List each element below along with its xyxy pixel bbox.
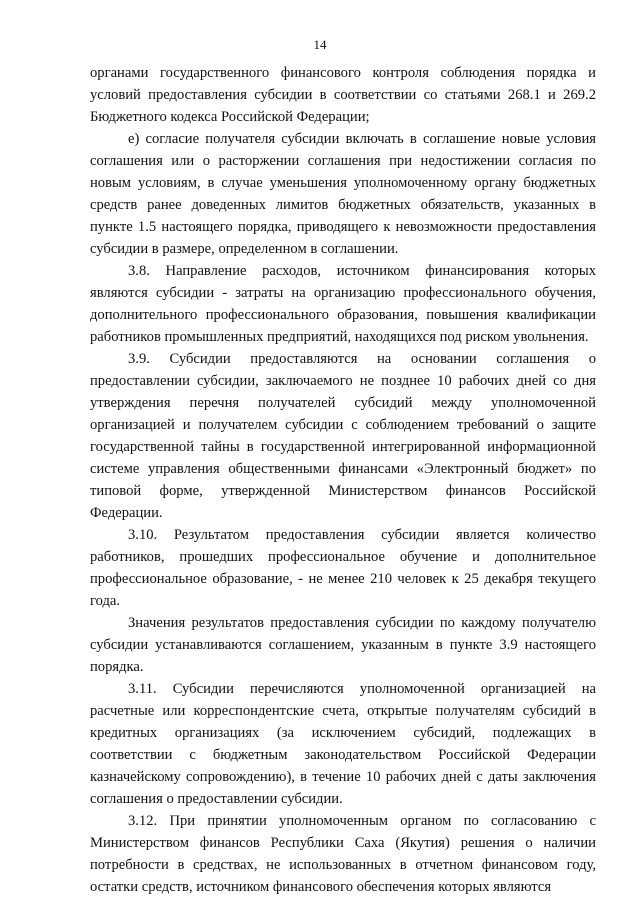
- document-body: [90, 62, 596, 898]
- paragraph-3-8: 3.8. Направление расходов, источником финансирования которых являются субсидии - затраты на организацию профессионального обучения, дополнительного профессионального образования, повышения квалификации работников промышленных предприятий, находящихся под риском увольнения.: [90, 263, 596, 345]
- paragraph-3-10: 3.10. Результатом предоставления субсидии является количество работников, прошедших профессиональное обучение и дополнительное профессиональное образование, - не менее 210 человек к 25 декабря текущего года.: [90, 527, 596, 609]
- paragraph-3-9: 3.9. Субсидии предоставляются на основании соглашения о предоставлении субсидии, заключаемого не позднее 10 рабочих дней со дня утверждения перечня получателей субсидий между уполномоченной организацией и получателем субсидии с соблюдением требований о защите государственной тайны в государственной интегрированной информационной системе управления общественными финансами «Электронный бюджет» по типовой форме, утвержденной Министерством финансов Российской Федерации.: [90, 351, 596, 521]
- paragraph-3-11: 3.11. Субсидии перечисляются уполномоченной организацией на расчетные или корреспондентские счета, открытые получателям субсидий в кредитных организациях (за исключением субсидий, подлежащих в соответствии с бюджетным законодательством Российской Федерации казначейскому сопровождению), в течение 10 рабочих дней с даты заключения соглашения о предоставлении субсидии.: [90, 681, 596, 807]
- page-number: 14: [313, 37, 327, 52]
- paragraph-result-values: Значения результатов предоставления субсидии по каждому получателю субсидии устанавливаются соглашением, указанным в пункте 3.9 настоящего порядка.: [90, 615, 596, 675]
- paragraph-3-12: 3.12. При принятии уполномоченным органом по согласованию с Министерством финансов Республики Саха (Якутия) решения о наличии потребности в средствах, не использованных в отчетном финансовом году, остатки средств, источником финансового обеспечения которых являются: [90, 813, 596, 895]
- paragraph-continuation: органами государственного финансового контроля соблюдения порядка и условий предоставления субсидии в соответствии со статьями 268.1 и 269.2 Бюджетного кодекса Российской Федерации;: [90, 65, 596, 125]
- paragraph-item-e: е) согласие получателя субсидии включать в соглашение новые условия соглашения или о расторжении соглашения при недостижении согласия по новым условиям, в случае уменьшения уполномоченному органу бюджетных средств ранее доведенных лимитов бюджетных обязательств, указанных в пункте 1.5 настоящего порядка, приводящего к невозможности предоставления субсидии в размере, определенном в соглашении.: [90, 131, 596, 257]
